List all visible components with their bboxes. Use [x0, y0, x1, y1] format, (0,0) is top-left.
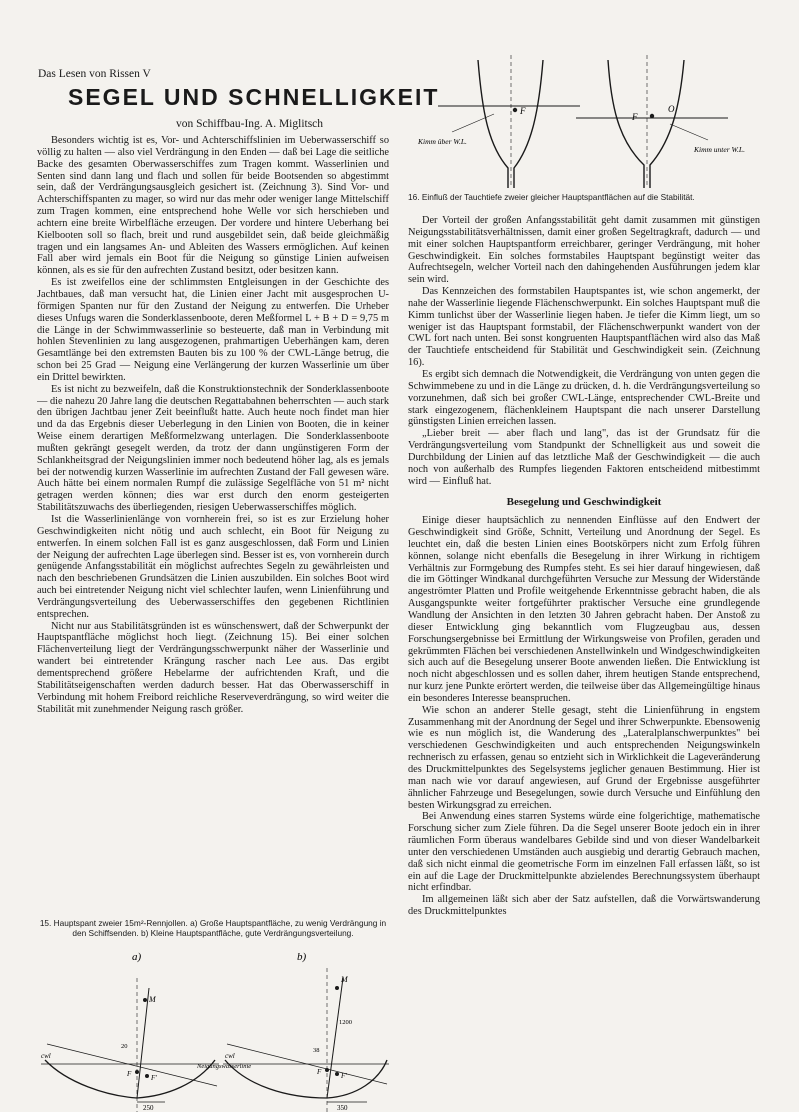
figure-15-dim-a-h: 20 — [121, 1043, 128, 1050]
figure-15-dim-b-h: 38 — [313, 1047, 320, 1054]
figure-15-dim-b: 350 — [337, 1104, 348, 1112]
figure-15-label-cwl-b: cwl — [225, 1052, 235, 1060]
figure-16-label-f-right: F — [632, 112, 638, 122]
article-title: SEGEL UND SCHNELLIGKEIT — [68, 84, 440, 110]
figure-15-caption: 15. Hauptspant zweier 15m²-Rennjollen. a) Große Hauptspantfläche, zu wenig Verdrängung in den Schiffsenden. b) Kleine Hauptspantfläche, gute Verdrängungsverteilung. — [39, 918, 387, 938]
figure-15-label-f-b: F — [317, 1068, 322, 1076]
series-title: Das Lesen von Rissen V — [38, 68, 151, 80]
figure-15-label-f-a: F — [127, 1070, 132, 1078]
paragraph: Ist die Wasserlinienlänge von vornherein frei, so ist es zur Erzielung hoher Geschwindigkeiten nicht nötig und auch schlecht, ein Boot für Neigung zu entwerfen. In einem solchen Fall ist es ganz ausgeschlossen, daß Form und Linien der Neigung der aufrechten Lage überlegen sind. Besser ist es, von vornherein durch genügende Anfangsstabilität ein möglichst aufrechtes Segeln zu gewährleisten und nach den beschriebenen Grundsätzen die Linien auszubilden. Ein solches Boot wird auch bei eintretender Neigung nicht viel schlechter laufen, wenn Linienführung und Verdrängungsverteilung des Ueberwasserschiffes den gegebenen Richtlinien entsprechen. — [37, 514, 389, 620]
paragraph: Es ist nicht zu bezweifeln, daß die Konstruktionstechnik der Sonderklassenboote — die nahezu 20 Jahre lang die deutschen Regattabahnen beherrschten — auch stark den übrigen Jachtbau jener Zeit beeinflußt hatte. Auch heute noch findet man hier und da das Ergebnis dieser Ueberlegung in den Linien von Booten, die in keiner Weise einem derartigen Meßformelzwang unterlagen. Die Sonderklassenboote mußten gekrängt gesegelt werden, da trotz der dann ungünstigeren Form der Schlankheitsgrad der Neigungslinien immer noch bedeutend höher lag, als es jemals bei der notwendig kurzen Wasserlinie im aufrechten Zustand der Fall gewesen wäre. Auch hätte bei einem normalen Rumpf die zulässige Segelfläche von 51 m² nicht getragen werden können; dies war erst durch den enorm gesteigerten Stabilitätszuwachs des überliegenden, riesigen Ueberwasserschiffes möglich. — [37, 383, 389, 514]
figure-16-label-o: O — [668, 104, 675, 114]
figure-16-label-kimm-over: Kimm über W.L. — [418, 137, 467, 146]
left-column — [37, 135, 389, 905]
figure-15-label-m-a: M — [149, 995, 156, 1004]
figure-15-label-m-b: M — [341, 975, 348, 984]
figure-15-label-f1-b: F' — [341, 1072, 347, 1080]
paragraph: Der Vorteil der großen Anfangsstabilität geht damit zusammen mit günstigen Neigungsstabilitätsverhältnissen, damit einer großen Segeltragkraft, dadurch — und mit einer solchen Hauptspantform erreichbarer, geringer Verdrängung, mit hoher Geschwindigkeit. Ein solches formstabiles Hauptspant begünstigt weiter das Aufrechtsegeln, welcher Vorteil nach den dahingehenden Ausführungen jedem klar sein wird. — [408, 215, 760, 286]
figure-15-dim-b-mast: 1200 — [339, 1019, 352, 1026]
paragraph: Es ist zweifellos eine der schlimmsten Entgleisungen in der Geschichte des Jachtbaues, daß man versucht hat, die Linien einer Jacht mit ausgesprochen U-förmigen Spanten nur für den Zustand der Neigung zu entwerfen. Die Urheber dieses Unfugs waren die Sonderklassenboote, deren Meßformel L + B + D = 9,75 m die Länge in der Schwimmwasserlinie so besteuerte, daß man in Verbindung mit hohlen Stevenlinien zu lang ausgezogenen, prahmartigen Ueberhängen kam, deren Gesamtlänge bei den extremsten Bauten bis zu 100 % der CWL-Länge betrug, die schon bei 25 Grad — Neigung eine Verlängerung der kurzen Wasserlinie um über ein Drittel bewirkten. — [37, 277, 389, 383]
figure-16-caption: 16. Einfluß der Tauchtiefe zweier gleicher Hauptspantflächen auf die Stabilität. — [408, 192, 695, 202]
paragraph: „Lieber breit — aber flach und lang", das ist der Grundsatz für die Verdrängungsverteilung vom Standpunkt der Schnelligkeit aus und soweit die Durchbildung der Linien auf das letztliche Maß der Geschwindigkeit — die auch noch von außerhalb des Rumpfes liegenden Faktoren entscheidend mitbestimmt wird — Einfluß hat. — [408, 428, 760, 487]
figure-15-label-cwl-a: cwl — [41, 1052, 51, 1060]
figure-15-label-a: a) — [132, 951, 142, 963]
section-heading: Besegelung und Geschwindigkeit — [506, 496, 662, 509]
figure-15-drawing — [37, 948, 392, 1112]
paragraph: Im allgemeinen läßt sich aber der Satz aufstellen, daß die Vorwärtswanderung des Druckmittelpunktes — [408, 894, 760, 918]
paragraph: Das Kennzeichen des formstabilen Hauptspantes ist, wie schon angemerkt, der nahe der Wasserlinie liegende Flächenschwerpunkt. Ein solches Hauptspant muß die Kimm tunlichst über der Wasserlinie liegen haben. Je tiefer die Kimm liegt, um so weniger ist das Hauptspant formstabil, der Flächenschwerpunkt wandert von der CWL fort nach unten. Bei sonst kongruenten Hauptspantflächen wird also das Maß der Tauchtiefe entscheidend für Stabilität und Geschwindigkeit sein. (Zeichnung 16). — [408, 286, 760, 369]
paragraph: Bei Anwendung eines starren Systems würde eine folgerichtige, mathematische Forschung sicher zum Ziele führen. Da die Segel unserer Boote jedoch ein in ihrer räumlichen Form überaus wandelbares Gebilde sind und von dieser Wandelbarkeit unter den verschiedenen Umständen auch ausgiebig und derartig Gebrauch machen, daß sich nicht einmal die geometrische Form im einzelnen Fall erfassen läßt, so ist ein auf die Lage der Druckmittelpunkte abzielendes Berechnungssystem überhaupt nicht erfindbar. — [408, 811, 760, 894]
figure-16-label-kimm-under: Kimm unter W.L. — [694, 145, 745, 154]
paragraph: Es ergibt sich demnach die Notwendigkeit, die Verdrängung von unten gegen die Schwimmebene zu und in die Länge zu drücken, d. h. die Verdrängungsverteilung so vorzunehmen, daß sich bei großer CWL-Länge, entsprechender CWL-Breite und stark eingezogenem, flächenkleinem Hauptspant die nach unserer Darstellung günstigsten Linien erreichen lassen. — [408, 368, 760, 428]
paragraph: Nicht nur aus Stabilitätsgründen ist es wünschenswert, daß der Schwerpunkt der Hauptspantfläche möglichst hoch liegt. (Zeichnung 15). Bei einer solchen Flächenverteilung liegt der Verdrängungsschwerpunkt näher der Wasserlinie und wandert bei eintretender Krängung rascher nach Lee aus. Das ergibt dementsprechend größere Hebelarme der aufrichtenden Kraft, und die Stabilitätseigenschaften werden dadurch besser. Hat das Oberwasserschiff in Verbindung mit hohem Freibord reichliche Reserveverdrängung, so wird weiter die Stabilität mit zunehmender Neigung rasch größer. — [37, 620, 389, 715]
figure-16-drawing — [408, 50, 763, 190]
figure-15-label-b: b) — [297, 951, 307, 963]
byline: von Schiffbau-Ing. A. Miglitsch — [176, 118, 324, 130]
figure-16-label-f: F — [520, 106, 526, 116]
paragraph: Einige dieser hauptsächlich zu nennenden Einflüsse auf den Endwert der Geschwindigkeit sind Größe, Schnitt, Verteilung und Anordnung der Segel. Es leuchtet ein, daß die besten Linien eines Bootskörpers nicht zum Erfolg führen können, solange nicht ebenfalls die Besegelung in ihrer Wirkung in richtigem Verhältnis zur Formgebung des Rumpfes steht. Es sei hier darauf hingewiesen, daß die im Göttinger Windkanal durchgeführten Versuche zur Messung der Widerstände angeströmter Platten und Profile weitgehende Erkenntnisse gebracht haben, die als Ausgangspunkte weiter fortgeführter praktischer Versuche eine grundlegende Wandlung der Ansichten in den letzten 30 Jahren gebracht haben. Der Anstoß zu dieser Entwicklung ging bekanntlich vom Flugzeugbau aus, dessen Forschungsergebnisse bei Ermittlung der Wirkungsweise von Profilen, geraden und gekrümmten Flächen bei verschiedenen Anstellwinkeln und Windgeschwindigkeiten sich auch auf die Besegelung unserer Boote anwenden ließen. Die Entwicklung ist noch nicht abgeschlossen und es sollen daher, ihrem heutigen Stande entsprechend, nur kurz jene Punkte erörtert werden, die teilweise über das Allgemeingültige hinaus ein besonderes Interesse beanspruchen. — [408, 515, 760, 704]
figure-15-dim-a: 250 — [143, 1104, 154, 1112]
right-column — [408, 215, 760, 1105]
figure-15-label-f1-a: F' — [151, 1074, 157, 1082]
paragraph: Wie schon an anderer Stelle gesagt, steht die Linienführung in engstem Zusammenhang mit der Anordnung der Segel und ihrer Schwerpunkte. Ebensowenig wie es nun möglich ist, die Wanderung des „Lateralplanschwerpunktes" bei verschiedenen Geschwindigkeiten und auch entsprechenden Neigungswinkeln rechnerisch zu erfassen, genau so entzieht sich in Wirklichkeit die Lageveränderung des Druckmittelpunktes des Segelsystems jeglicher genauen Bestimmung. Hier ist man nach wie vor darauf angewiesen, auf Grund der Ergebnisse ausgeführter ähnlicher Fahrzeuge und Besegelungen, sowie durch Versuche und Einfühlung den besten Wirkungsgrad zu erreichen. — [408, 704, 760, 811]
paragraph: Besonders wichtig ist es, Vor- und Achterschiffslinien im Ueberwasserschiff so völlig zu halten — also viel Verdrängung in den Enden — daß bei Lage die seitliche Backe des gesamten Oberwasserschiffes zum Tragen kommt. Wasserlinien und Senten sind dann lang und flach und sollen für beide Bootsenden so abgestimmt sein, daß der Verdrängungsausgleich gesichert ist. (Zeichnung 3). Sind Vor- und Achterschiffspanten zu mager, so wird nur das mehr oder weniger lange Mittelschiff zum Tragen kommen, eine entsprechend hohe Welle vor sich herschieben und achtern eine breite Wirbelfläche erzeugen. Der vordere und hintere Ueberhang bei Kielbooten soll so flach, breit und rund ausgebildet sein, daß beide gleichmäßig tragen und ein langsames An- und Ableiten des Wassers ermöglichen. Auf keinen Fall aber wird jemals ein Boot für die Neigung so günstige Linien aufweisen können, als es sie für den aufrechten Zustand besitzt, oder besitzen kann. — [37, 135, 389, 277]
figure-15-label-neigung: Neigungswasserlinie — [197, 1063, 252, 1070]
